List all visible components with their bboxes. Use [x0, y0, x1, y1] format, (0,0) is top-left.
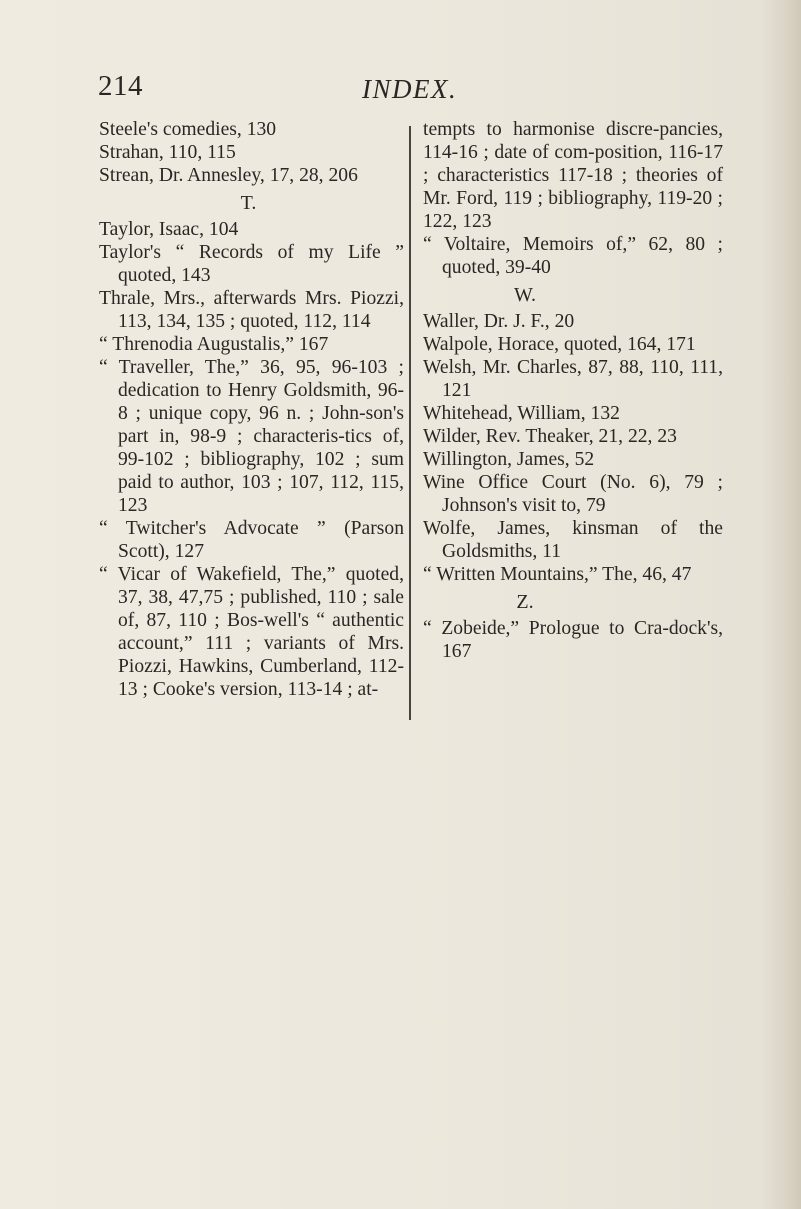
index-column-left — [99, 118, 404, 701]
index-entry: “ Twitcher's Advocate ” (Parson Scott), 127 — [99, 518, 404, 562]
section-heading-w: W. — [513, 284, 537, 306]
index-entry: “ Traveller, The,” 36, 95, 96-103 ; dedication to Henry Goldsmith, 96-8 ; unique copy, 96 n. ; John-son's part in, 98-9 ; characteris-tics of, 99-102 ; bibliography, 102 ; sum paid to author, 103 ; 107, 112, 115, 123 — [99, 357, 404, 516]
index-entry: “ Zobeide,” Prologue to Cra-dock's, 167 — [423, 618, 723, 662]
index-entry: “ Written Mountains,” The, 46, 47 — [423, 564, 692, 585]
index-column-right — [423, 118, 723, 663]
page-header — [98, 70, 658, 110]
index-entry: Wolfe, James, kinsman of the Goldsmiths, 11 — [423, 518, 723, 562]
index-entry: Taylor, Isaac, 104 — [99, 219, 239, 240]
section-heading-t: T. — [240, 192, 257, 214]
index-entry: Whitehead, William, 132 — [423, 403, 620, 424]
page-edge-shadow — [761, 0, 801, 1209]
index-entry: “ Threnodia Augustalis,” 167 — [99, 334, 329, 355]
index-entry: Thrale, Mrs., afterwards Mrs. Piozzi, 113, 134, 135 ; quoted, 112, 114 — [99, 288, 404, 332]
section-heading-z: Z. — [516, 591, 534, 613]
index-entry: Wine Office Court (No. 6), 79 ; Johnson's visit to, 79 — [423, 472, 723, 516]
index-entry: Willington, James, 52 — [423, 449, 595, 470]
index-entry: Welsh, Mr. Charles, 87, 88, 110, 111, 121 — [423, 357, 723, 401]
index-entry: Wilder, Rev. Theaker, 21, 22, 23 — [423, 426, 677, 447]
index-entry: Strahan, 110, 115 — [99, 142, 236, 163]
index-entry: Walpole, Horace, quoted, 164, 171 — [423, 334, 696, 355]
index-entry: Taylor's “ Records of my Life ” quoted, 143 — [99, 242, 404, 286]
column-divider — [409, 126, 411, 720]
running-title: INDEX. — [362, 74, 458, 104]
index-entry-continuation: tempts to harmonise discre-pancies, 114-16 ; date of com-position, 116-17 ; characteristics 117-18 ; theories of Mr. Ford, 119 ; bibliography, 119-20 ; 122, 123 — [423, 119, 723, 232]
index-entry: “ Voltaire, Memoirs of,” 62, 80 ; quoted, 39-40 — [423, 234, 723, 278]
index-entry: “ Vicar of Wakefield, The,” quoted, 37, 38, 47,75 ; published, 110 ; sale of, 87, 110 ; Bos-well's “ authentic account,” 111 ; variants of Mrs. Piozzi, Hawkins, Cumberland, 112-13 ; Cooke's version, 113-14 ; at- — [99, 564, 404, 700]
index-entry: Waller, Dr. J. F., 20 — [423, 311, 575, 332]
page-number: 214 — [98, 70, 143, 102]
index-entry: Steele's comedies, 130 — [99, 119, 277, 140]
index-entry: Strean, Dr. Annesley, 17, 28, 206 — [99, 165, 358, 186]
